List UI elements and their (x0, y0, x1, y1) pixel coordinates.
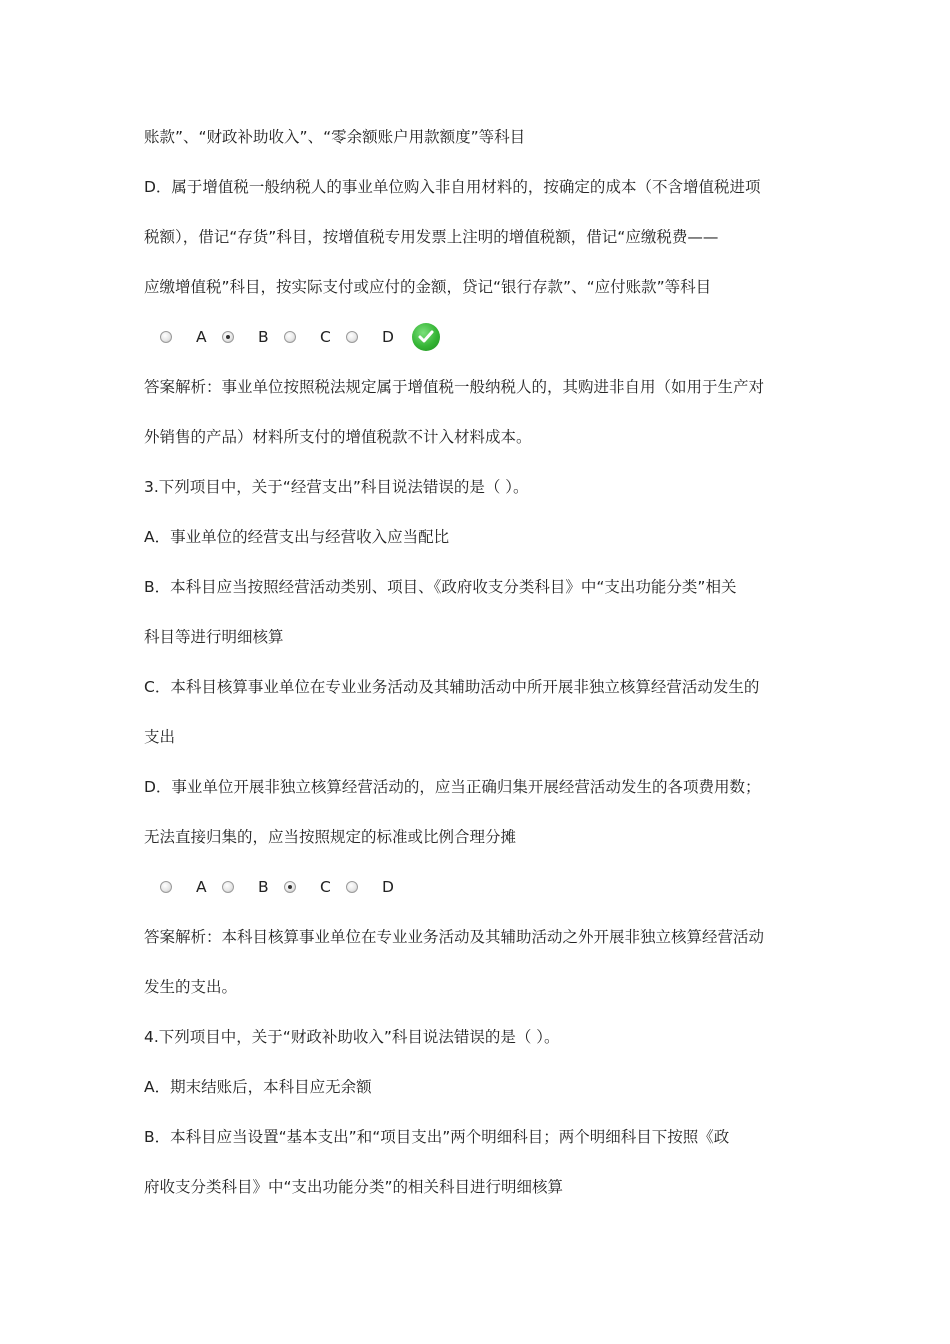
radio-c[interactable] (284, 331, 296, 343)
option-label-b: B (258, 878, 269, 896)
option-c-radio-group[interactable] (284, 878, 330, 896)
question-3-title: 3.下列项目中，关于“经营支出”科目说法错误的是（ ）。 (144, 478, 529, 496)
text-line: 应缴增值税”科目，按实际支付或应付的金额，贷记“银行存款”、“应付账款”等科目 (144, 278, 712, 296)
option-label-d: D (382, 328, 394, 346)
answer-analysis: 答案解析：本科目核算事业单位在专业业务活动及其辅助活动之外开展非独立核算经营活动 (144, 928, 765, 946)
radio-b[interactable] (222, 331, 234, 343)
text-line: 科目等进行明细核算 (144, 628, 284, 646)
option-b-text: B．本科目应当按照经营活动类别、项目、《政府收支分类科目》中“支出功能分类”相关 (144, 578, 737, 596)
document-page (144, 112, 814, 1212)
answer-options-q3 (144, 862, 814, 912)
option-a-radio-group[interactable] (160, 878, 206, 896)
text-line: 账款”、“财政补助收入”、“零余额账户用款额度”等科目 (144, 128, 526, 146)
text-line: 支出 (144, 728, 176, 746)
radio-b[interactable] (222, 881, 234, 893)
option-label-a: A (196, 878, 207, 896)
option-d-radio-group[interactable] (346, 878, 392, 896)
option-b-text: B．本科目应当设置“基本支出”和“项目支出”两个明细科目；两个明细科目下按照《政 (144, 1128, 730, 1146)
text-line: 无法直接归集的，应当按照规定的标准或比例合理分摊 (144, 828, 517, 846)
option-a-text: A．期末结账后，本科目应无余额 (144, 1078, 372, 1096)
radio-d[interactable] (346, 331, 358, 343)
option-d-text: D．属于增值税一般纳税人的事业单位购入非自用材料的，按确定的成本（不含增值税进项 (144, 178, 761, 196)
radio-a[interactable] (160, 331, 172, 343)
answer-analysis: 外销售的产品）材料所支付的增值税款不计入材料成本。 (144, 428, 532, 446)
text-line: 府收支分类科目》中“支出功能分类”的相关科目进行明细核算 (144, 1178, 564, 1196)
text-line: 税额），借记“存货”科目，按增值税专用发票上注明的增值税额，借记“应缴税费—— (144, 228, 719, 246)
option-a-radio-group[interactable] (160, 328, 206, 346)
option-label-d: D (382, 878, 394, 896)
answer-options-q2 (144, 312, 814, 362)
option-label-c: C (320, 328, 331, 346)
radio-c[interactable] (284, 881, 296, 893)
option-d-radio-group[interactable] (346, 328, 392, 346)
radio-d[interactable] (346, 881, 358, 893)
answer-analysis: 答案解析：事业单位按照税法规定属于增值税一般纳税人的，其购进非自用（如用于生产对 (144, 378, 765, 396)
option-b-radio-group[interactable] (222, 328, 268, 346)
green-check-icon (412, 323, 440, 351)
option-label-b: B (258, 328, 269, 346)
option-a-text: A．事业单位的经营支出与经营收入应当配比 (144, 528, 450, 546)
option-label-a: A (196, 328, 207, 346)
option-b-radio-group[interactable] (222, 878, 268, 896)
question-4-title: 4.下列项目中，关于“财政补助收入”科目说法错误的是（ ）。 (144, 1028, 560, 1046)
option-d-text: D．事业单位开展非独立核算经营活动的，应当正确归集开展经营活动发生的各项费用数； (144, 778, 761, 796)
option-label-c: C (320, 878, 331, 896)
radio-a[interactable] (160, 881, 172, 893)
option-c-radio-group[interactable] (284, 328, 330, 346)
answer-analysis: 发生的支出。 (144, 978, 238, 996)
option-c-text: C．本科目核算事业单位在专业业务活动及其辅助活动中所开展非独立核算经营活动发生的 (144, 678, 760, 696)
